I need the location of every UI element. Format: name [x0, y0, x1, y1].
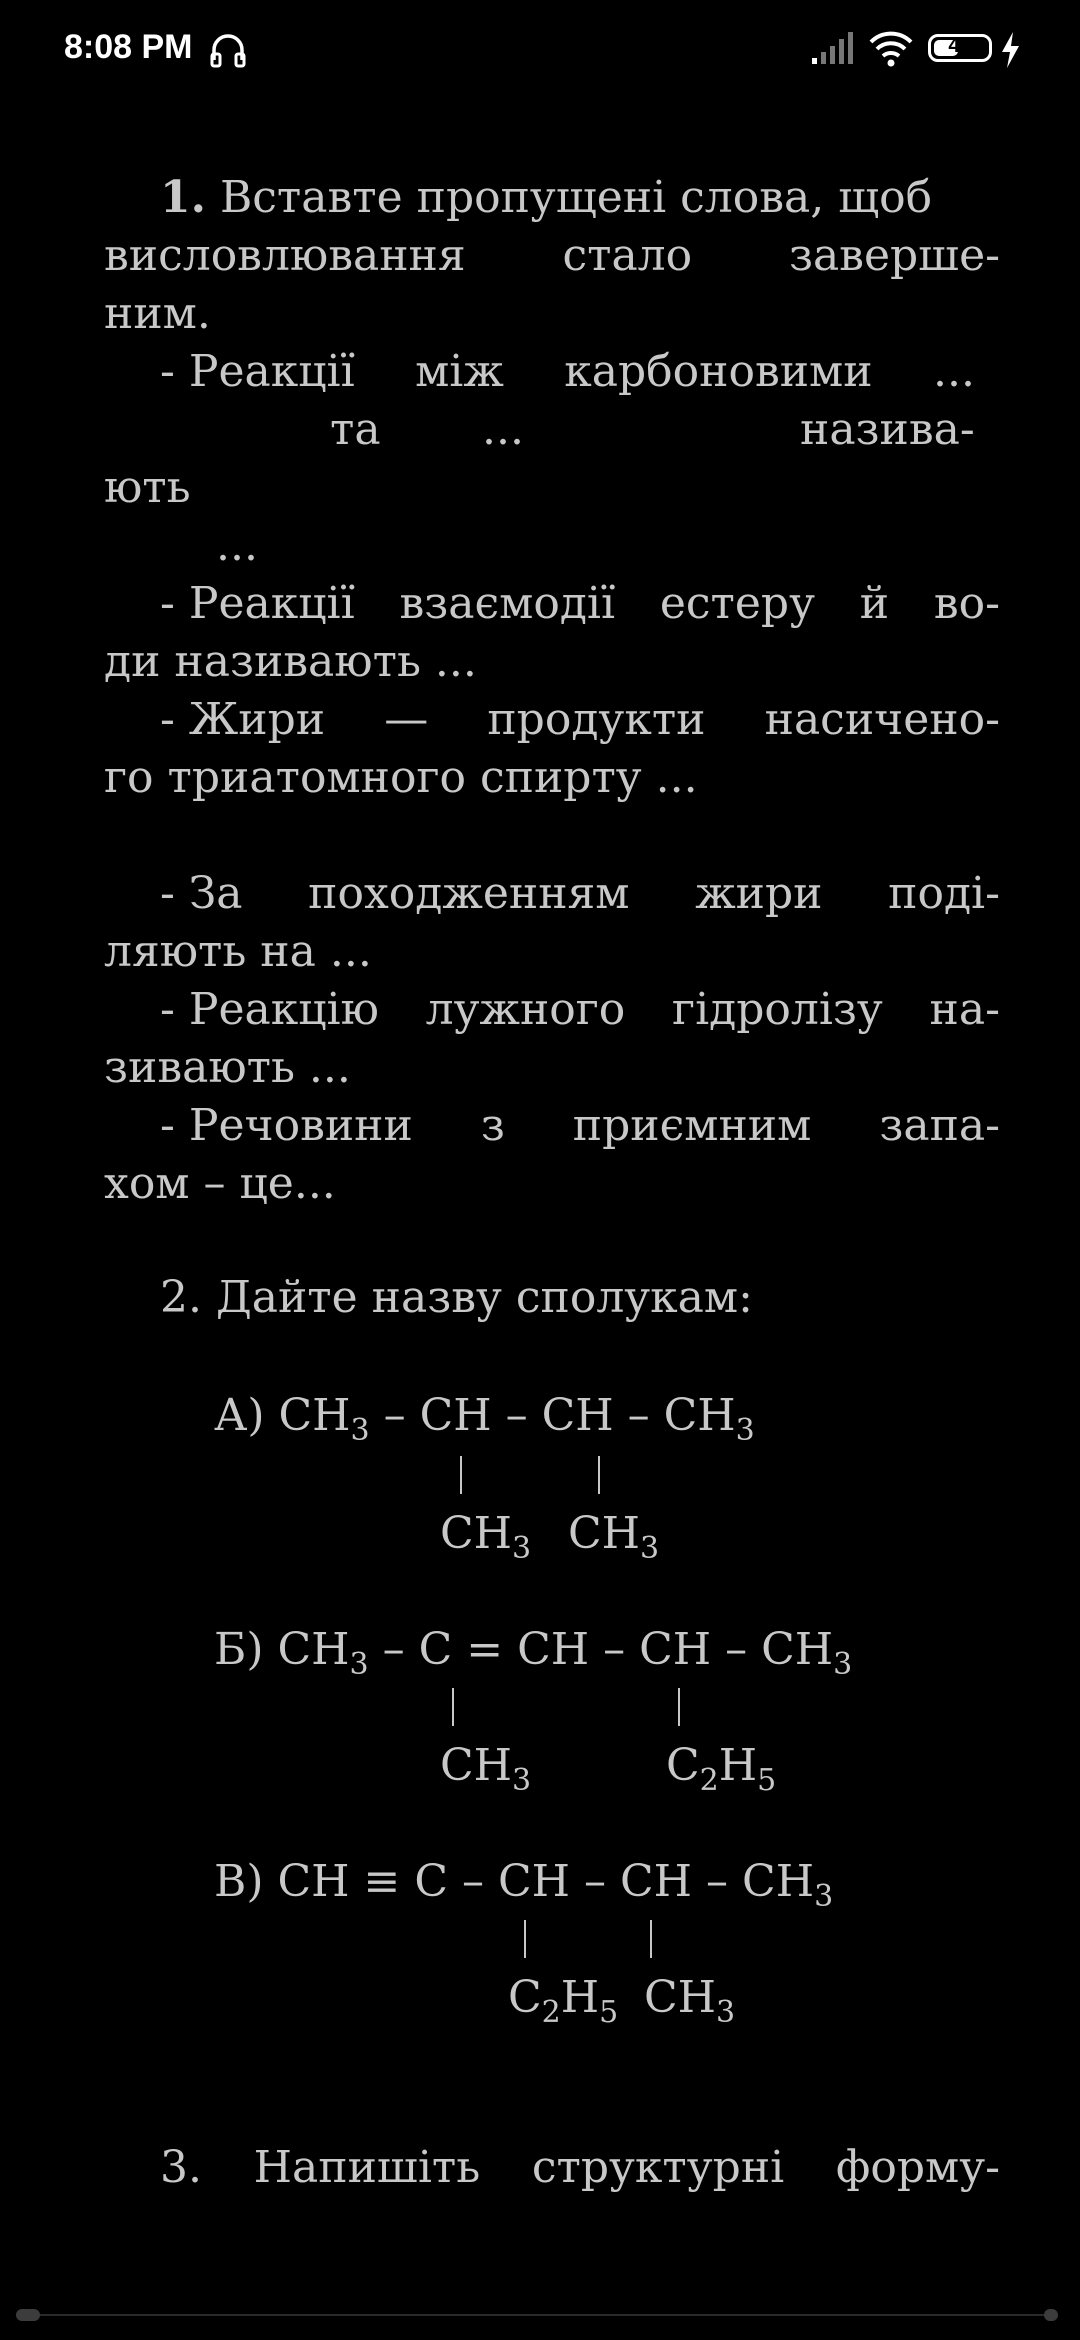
task1-line17: хом – це...: [104, 1158, 336, 1209]
horizontal-scrollbar[interactable]: [24, 2314, 1056, 2316]
task1-line8: [160, 578, 1000, 629]
formula-text: C: [666, 1740, 700, 1791]
word: запа-: [879, 1100, 1000, 1151]
task1-line2: [104, 230, 1000, 281]
word: - За: [160, 868, 243, 919]
task1-line1: [160, 172, 933, 223]
subscript: 3: [640, 1531, 660, 1566]
formula-a-branch2: [568, 1508, 660, 1566]
word: карбоновими: [564, 346, 873, 397]
formula-b-branch2: [666, 1740, 777, 1798]
task1-number: 1.: [160, 172, 206, 223]
word: висловлювання: [104, 230, 466, 281]
bond-line: [524, 1920, 526, 1958]
subscript: 3: [716, 1995, 736, 2030]
task1-line15: зивають ...: [104, 1042, 351, 1093]
task2-title: 2. Дайте назву сполукам:: [160, 1272, 753, 1323]
bond-line: [678, 1688, 680, 1726]
bond-line: [598, 1456, 600, 1494]
word: лужного: [425, 984, 626, 1035]
task1-line5-dots: ...: [482, 404, 524, 455]
word: - Речовини: [160, 1100, 413, 1151]
formula-b-branch1: [440, 1740, 532, 1798]
signal-icon: [810, 30, 854, 66]
word: естеру: [659, 578, 815, 629]
word: заверше-: [788, 230, 1000, 281]
word: продукти: [487, 694, 706, 745]
wifi-icon: [868, 28, 914, 68]
word: во-: [933, 578, 1000, 629]
formula-c-branch2: [644, 1972, 736, 2030]
headset-icon: [210, 30, 246, 70]
formula-text: CH: [568, 1508, 641, 1559]
task1-line12: [160, 868, 1000, 919]
task1-line11: го триатомного спирту ...: [104, 752, 698, 803]
subscript: 3: [512, 1763, 532, 1798]
formula-text: C: [508, 1972, 542, 2023]
subscript: 3: [349, 1647, 369, 1682]
word: приємним: [572, 1100, 812, 1151]
bond-line: [452, 1688, 454, 1726]
task1-line5-word: назива-: [800, 404, 975, 455]
word: Напишіть: [253, 2142, 481, 2193]
subscript: 3: [833, 1647, 853, 1682]
formula-text: А) CH: [214, 1390, 351, 1441]
task1-line14: [160, 984, 1000, 1035]
bond-line: [460, 1456, 462, 1494]
task1-line7: ...: [216, 520, 258, 571]
subscript: 5: [599, 1995, 619, 2030]
word: - Жири: [160, 694, 326, 745]
scrollbar-thumb[interactable]: [16, 2309, 40, 2321]
formula-text: H: [718, 1740, 758, 1791]
word: стало: [562, 230, 693, 281]
task1-line4: [160, 346, 975, 397]
subscript: 3: [735, 1413, 755, 1448]
task1-line9: ди називають ...: [104, 636, 477, 687]
subscript: 3: [350, 1413, 370, 1448]
word: на-: [929, 984, 1000, 1035]
word: структурні: [531, 2142, 785, 2193]
subscript: 2: [699, 1763, 719, 1798]
word: походженням: [308, 868, 630, 919]
word: жири: [695, 868, 823, 919]
word: гідролізу: [672, 984, 883, 1035]
formula-text: CH: [644, 1972, 717, 2023]
task1-line10: [160, 694, 1000, 745]
word: взаємодії: [399, 578, 616, 629]
subscript: 5: [757, 1763, 777, 1798]
task1-line5-ta: та: [330, 404, 381, 455]
subscript: 2: [541, 1995, 561, 2030]
word: поді-: [888, 868, 1000, 919]
formula-c-branch1: [508, 1972, 619, 2030]
formula-b-main: [214, 1624, 853, 1682]
word: - Реакції: [160, 578, 355, 629]
word: насичено-: [764, 694, 1000, 745]
word: з: [480, 1100, 505, 1151]
word: —: [384, 694, 429, 745]
formula-text: H: [560, 1972, 600, 2023]
battery-percent: 47: [948, 34, 972, 57]
scrollbar-end: [1044, 2309, 1058, 2321]
charging-bolt-icon: [998, 30, 1022, 70]
formula-text: CH: [440, 1508, 513, 1559]
subscript: 3: [512, 1531, 532, 1566]
task3-line: [160, 2142, 1000, 2193]
status-time: 8:08 PM: [64, 28, 193, 66]
task1-line16: [160, 1100, 1000, 1151]
formula-c-main: [214, 1856, 834, 1914]
task1-line3: ним.: [104, 288, 211, 339]
formula-text: CH: [440, 1740, 513, 1791]
word: - Реакцію: [160, 984, 379, 1035]
status-bar: [0, 0, 1080, 100]
formula-text: В) CH ≡ C – CH – CH – CH: [214, 1856, 815, 1907]
task1-line6: ють: [104, 462, 191, 513]
formula-a-main: [214, 1390, 755, 1448]
battery-icon: [928, 34, 992, 62]
word: між: [415, 346, 504, 397]
formula-text: Б) CH: [214, 1624, 350, 1675]
subscript: 3: [814, 1879, 834, 1914]
word: - Реакції: [160, 346, 355, 397]
task1-line13: ляють на ...: [104, 926, 372, 977]
formula-a-branch1: [440, 1508, 532, 1566]
word: ...: [933, 346, 975, 397]
word: форму-: [835, 2142, 1000, 2193]
bond-line: [650, 1920, 652, 1958]
formula-text: – C = CH – CH – CH: [368, 1624, 834, 1675]
word: й: [859, 578, 890, 629]
task1-line1-text: Вставте пропущені слова, щоб: [219, 172, 933, 223]
word: 3.: [160, 2142, 202, 2193]
formula-text: – CH – CH – CH: [369, 1390, 736, 1441]
